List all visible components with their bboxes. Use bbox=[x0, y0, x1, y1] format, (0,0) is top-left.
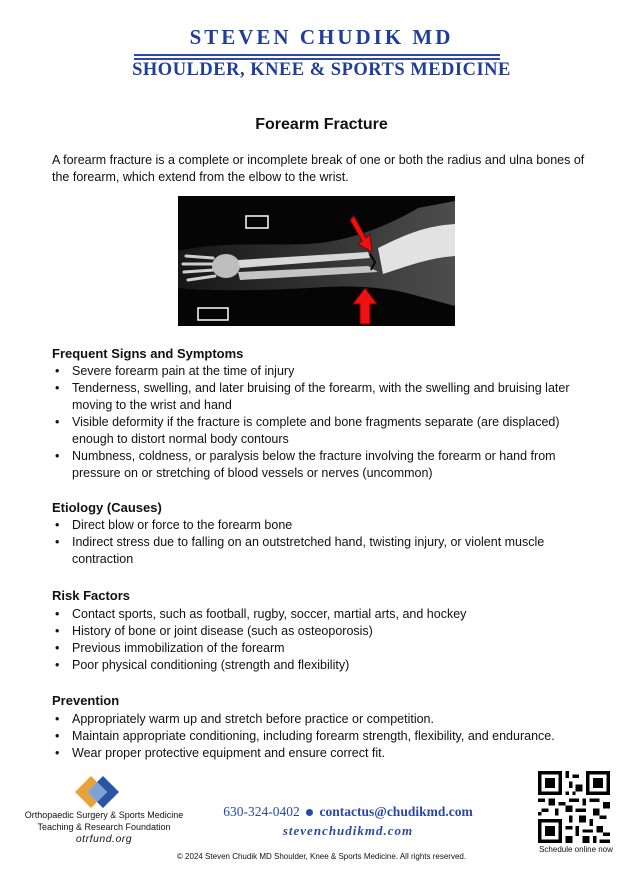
list-item: • Contact sports, such as football, rugby, soccer, martial arts, and hockey bbox=[52, 606, 592, 623]
list-item: • Numbness, coldness, or paralysis below the fracture involving the forearm or hand from pressure on or stretching of blood vessels or nerves (uncommon) bbox=[52, 448, 592, 482]
qr-caption: Schedule online now bbox=[539, 845, 613, 854]
list-item: • Wear proper protective equipment and ensure correct fit. bbox=[52, 745, 592, 762]
list-item: • Poor physical conditioning (strength and flexibility) bbox=[52, 657, 592, 674]
prevention-list bbox=[52, 711, 592, 762]
foundation-name-line1: Orthopaedic Surgery & Sports Medicine bbox=[24, 810, 184, 820]
prevention-heading: Prevention bbox=[52, 693, 120, 708]
list-item: • Visible deformity if the fracture is complete and bone fragments separate (are displaced) enough to distort normal body contours bbox=[52, 414, 592, 448]
list-item: • History of bone or joint disease (such as osteoporosis) bbox=[52, 623, 592, 640]
letterhead bbox=[0, 24, 643, 50]
etiology-heading: Etiology (Causes) bbox=[52, 500, 162, 515]
list-item: • Tenderness, swelling, and later bruising of the forearm, with the swelling and bruising later moving to the wrist and hand bbox=[52, 380, 592, 414]
list-item: • Severe forearm pain at the time of injury bbox=[52, 363, 592, 380]
copyright-text: © 2024 Steven Chudik MD Shoulder, Knee & Sports Medicine. All rights reserved. bbox=[176, 852, 467, 861]
list-item: • Previous immobilization of the forearm bbox=[52, 640, 592, 657]
phone-link[interactable]: 630-324-0402 bbox=[223, 804, 300, 819]
foundation-url-link[interactable]: otrfund.org bbox=[75, 833, 133, 845]
symptoms-list bbox=[52, 363, 592, 482]
otrf-logo-icon bbox=[75, 776, 119, 813]
list-item: • Maintain appropriate conditioning, including forearm strength, flexibility, and endurance. bbox=[52, 728, 592, 745]
list-item: • Indirect stress due to falling on an outstretched hand, twisting injury, or violent muscle contraction bbox=[52, 534, 592, 568]
foundation-name-line2: Teaching & Research Foundation bbox=[37, 822, 171, 832]
separator-dot-icon bbox=[306, 809, 313, 816]
list-item: • Appropriately warm up and stretch before practice or competition. bbox=[52, 711, 592, 728]
doctor-name: STEVEN CHUDIK MD bbox=[189, 25, 454, 49]
website-link[interactable]: stevenchudikmd.com bbox=[282, 823, 414, 838]
qr-code-icon[interactable] bbox=[537, 771, 611, 848]
foundation-block bbox=[18, 809, 190, 845]
risk-factors-list bbox=[52, 606, 592, 674]
practice-subtitle: SHOULDER, KNEE & SPORTS MEDICINE bbox=[132, 60, 511, 80]
etiology-list bbox=[52, 517, 592, 568]
page-title: Forearm Fracture bbox=[255, 116, 388, 133]
symptoms-heading: Frequent Signs and Symptoms bbox=[52, 346, 244, 361]
forearm-xray-image bbox=[178, 196, 455, 326]
risk-factors-heading: Risk Factors bbox=[52, 588, 131, 603]
list-item: • Direct blow or force to the forearm bone bbox=[52, 517, 592, 534]
email-link[interactable]: contactus@chudikmd.com bbox=[319, 804, 473, 819]
intro-paragraph: A forearm fracture is a complete or incomplete break of one or both the radius and ulna bones of the forearm, which extend from the elbow to the wrist. bbox=[52, 153, 585, 184]
contact-block bbox=[198, 804, 498, 839]
